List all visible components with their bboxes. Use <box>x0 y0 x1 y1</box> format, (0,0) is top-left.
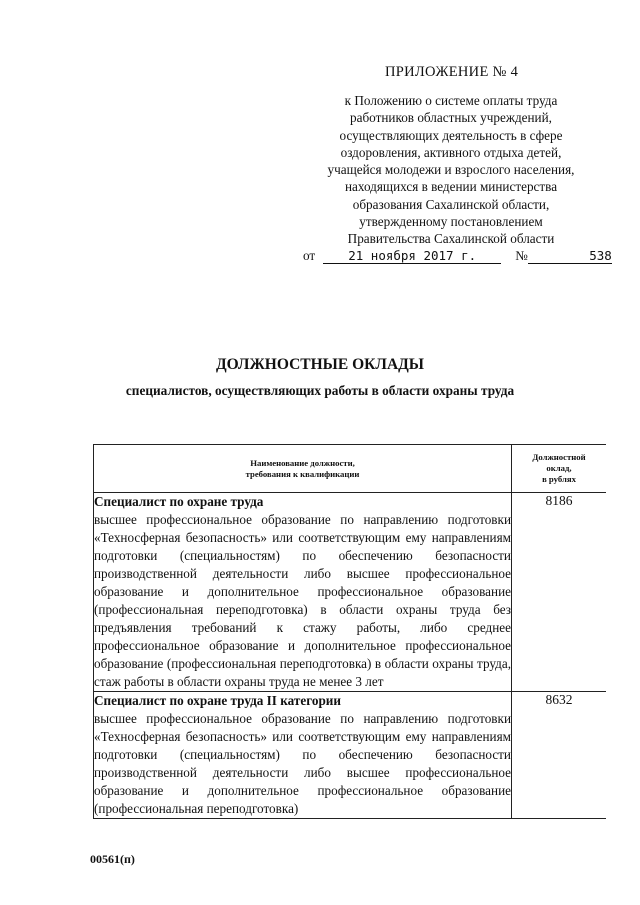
attachment-line: находящихся в ведении министерства <box>344 179 558 195</box>
table-header-row <box>94 445 607 493</box>
header-salary: Должностной оклад, в рублях <box>512 445 607 493</box>
document-title: ДОЛЖНОСТНЫЕ ОКЛАДЫ <box>215 356 425 373</box>
attachment-line: Правительства Сахалинской области <box>347 231 555 247</box>
order-number: 538 <box>528 248 612 264</box>
attachment-reference <box>296 92 606 248</box>
attachment-line: оздоровления, активного отдыха детей, <box>340 144 562 160</box>
position-cell <box>94 493 512 692</box>
salary-value: 8632 <box>512 692 607 819</box>
table-row <box>94 692 607 819</box>
position-requirements: высшее профессиональное образование по направлению подготовки «Техносферная безопасность» или соответствующим ему направлениям подготовки (специальностям) по обеспечению безопасности производственной деятельности либо высшее профессиональное образование и дополнительное профессиональное образование (профессиональная переподготовка) в области охраны труда без предъявления требований к стажу работы, либо среднее профессиональное образование и дополнительное профессиональное образование (профессиональная переподготовка) в области охраны труда, стаж работы в области охраны труда не менее 3 лет <box>94 512 511 689</box>
position-cell <box>94 692 512 819</box>
salary-table-container <box>93 444 606 844</box>
attachment-title: ПРИЛОЖЕНИЕ № 4 <box>385 64 519 80</box>
attachment-line: утвержденному постановлением <box>359 214 543 230</box>
attachment-line: образования Сахалинской области, <box>352 196 550 212</box>
table-row <box>94 493 607 692</box>
order-from-label: от <box>303 248 316 263</box>
attachment-line: учащейся молодежи и взрослого населения, <box>327 162 575 178</box>
document-code: 00561(п) <box>90 852 135 866</box>
document-subtitle: специалистов, осуществляющих работы в области охраны труда <box>125 383 515 398</box>
position-requirements: высшее профессиональное образование по направлению подготовки «Техносферная безопасность» или соответствующим ему направлениям подготовки (специальностям) по обеспечению безопасности производственной деятельности либо высшее профессиональное образование и дополнительное профессиональное образование (профессиональная переподготовка) <box>94 711 511 816</box>
position-title: Специалист по охране труда II категории <box>94 693 341 708</box>
position-title: Специалист по охране труда <box>94 494 264 509</box>
order-date: 21 ноября 2017 г. <box>323 248 501 264</box>
header-position-requirements: Наименование должности, требования к квалификации <box>94 445 512 493</box>
order-reference <box>303 248 612 264</box>
order-number-label: № <box>515 248 528 263</box>
attachment-line: осуществляющих деятельность в сфере <box>339 127 563 143</box>
salary-value: 8186 <box>512 493 607 692</box>
attachment-line: работников областных учреждений, <box>350 110 552 126</box>
attachment-line: к Положению о системе оплаты труда <box>344 93 558 108</box>
salary-table <box>93 444 606 819</box>
